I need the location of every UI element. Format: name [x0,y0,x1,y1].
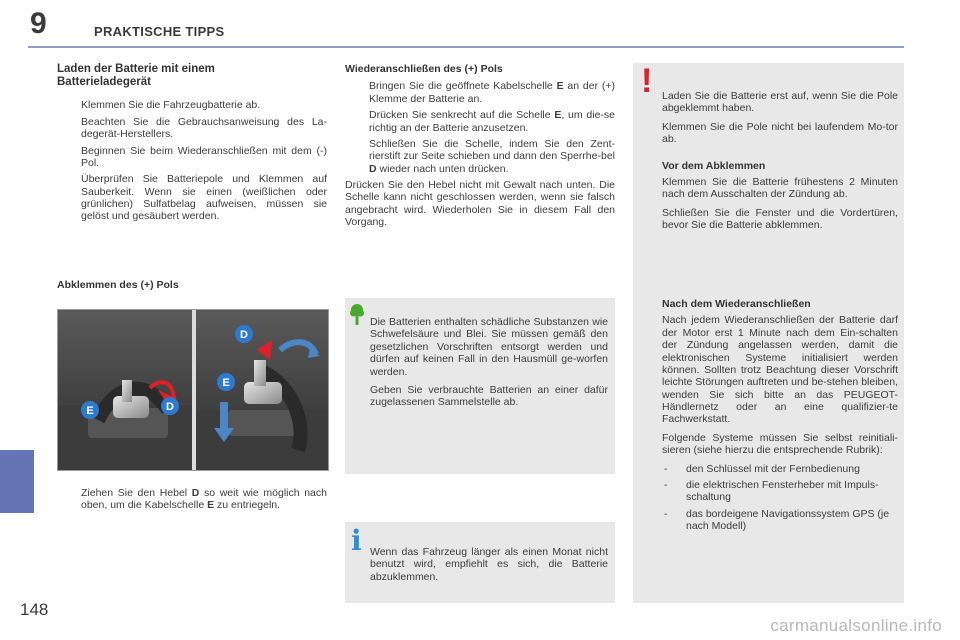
list-item: - das bordeigene Navigationssystem GPS (je nach Modell) [664,507,890,532]
page-number: 148 [20,600,49,619]
disconnect-title: Abklemmen des (+) Pols [57,279,179,291]
middle-column [345,63,615,229]
chapter-side-tab [0,450,34,513]
list-item: Klemmen Sie die Fahrzeugbatterie ab. [81,99,261,112]
watermark: carmanualsonline.info [770,616,942,635]
force-note: Drücken Sie den Hebel nicht mit Gewalt nach unten. Die Schelle kann nicht geschlossen werden, wenn sie falsch angebracht wird. Wiederholen Sie in diesem Fall den Vorgang. [345,179,615,229]
reconnect-steps [345,80,615,175]
section-title: Laden der Batterie mit einem Batterieladegerät [57,63,215,89]
battery-illustration [58,310,328,470]
charging-steps [57,99,327,222]
list-item: Überprüfen Sie Batteriepole und Klemmen auf Sauberkeit. Wenn sie einen (weißlichen oder grünlichen) Sulfatbelag aufweisen, müssen sie gelöst und gesäubert werden. [81,173,327,223]
battery-terminal-photo [57,309,329,471]
header-rule [28,46,904,48]
eco-text-1: Die Batterien enthalten schädliche Substanzen wie Schwefelsäure und Blei. Sie müssen gemäß den gesetzlichen Vorschriften entsorgt werden und dürfen auf keinen Fall in den Hausmüll ge-worfen werden. [370,316,608,378]
warning-text-4: Schließen Sie die Fenster und die Vordertüren, bevor Sie die Batterie abklemmen. [662,206,898,231]
list-item: Beginnen Sie beim Wiederanschließen mit dem (-) Pol. [81,144,327,169]
warning-text-2: Klemmen Sie die Pole nicht bei laufendem Mo-tor ab. [662,120,898,146]
before-disconnect-title: Vor dem Abklemmen [662,159,766,172]
warning-icon: ! [641,62,653,100]
warning-text-5: Nach jedem Wiederanschließen der Batterie darf der Motor erst 1 Minute nach dem Ein-schalten der Zündung angelassen werden, damit die elektronischen Systeme initialisiert werden können. Sollten trotz Beachtung dieser Vorschrift leichte Störungen auftreten und be-stehen bleiben, wenden Sie sich bitte an das PEUGEOT-Händlernetz oder an eine qualifizier-te Fachwerkstatt. [662,314,898,426]
list-item: Drücken Sie senkrecht auf die Schelle E, um die-se richtig an der Batterie anzusetzen. [369,109,615,134]
list-item: - den Schlüssel mit der Fernbedienung [664,462,860,475]
left-column [57,63,327,227]
lever-step [57,487,327,516]
eco-text-2: Geben Sie verbrauchte Batterien an einer dafür zugelassenen Sammelstelle ab. [370,383,608,409]
callout-d-right: D [240,329,248,341]
warning-text-3: Klemmen Sie die Batterie frühestens 2 Minuten nach dem Ausschalten der Zündung ab. [662,175,898,201]
list-item: Ziehen Sie den Hebel D so weit wie möglich nach oben, um die Kabelschelle E zu entriegeln. [81,487,327,512]
eco-box [345,298,615,474]
callout-e-left: E [86,405,94,417]
push-arrow-icon [220,402,228,430]
callout-e-right: E [222,377,230,389]
list-item: Bringen Sie die geöffnete Kabelschelle E an der (+) Klemme der Batterie an. [369,80,616,105]
chapter-number: 9 [30,7,47,40]
warning-text-1: Laden Sie die Batterie erst auf, wenn Sie die Pole abgeklemmt haben. [662,90,898,115]
reconnect-title: Wiederanschließen des (+) Pols [345,63,503,75]
list-item: - die elektrischen Fensterheber mit Impuls-schaltung [664,478,879,504]
info-text: Wenn das Fahrzeug länger als einen Monat nicht benutzt wird, empfiehlt es sich, die Batterie abzuklemmen. [370,546,608,583]
warning-box [633,63,904,603]
info-box [345,522,615,603]
callout-d-left: D [166,401,174,413]
after-reconnect-title: Nach dem Wiederanschließen [662,298,811,310]
reinit-list [662,463,898,533]
info-icon: i [351,524,362,557]
list-item: Schließen Sie die Schelle, indem Sie den Zent-rierstift zur Seite schieben und dann den Sperrhe-bel D wieder nach unten drücken. [369,137,615,175]
chapter-title: PRAKTISCHE TIPPS [94,24,225,39]
tree-icon [350,304,364,326]
list-item: Beachten Sie die Gebrauchsanweisung des La-degerät-Herstellers. [81,115,327,141]
warning-text-6: Folgende Systeme müssen Sie selbst reinitiali-sieren (siehe hierzu die entsprechende Rubrik): [662,431,898,457]
